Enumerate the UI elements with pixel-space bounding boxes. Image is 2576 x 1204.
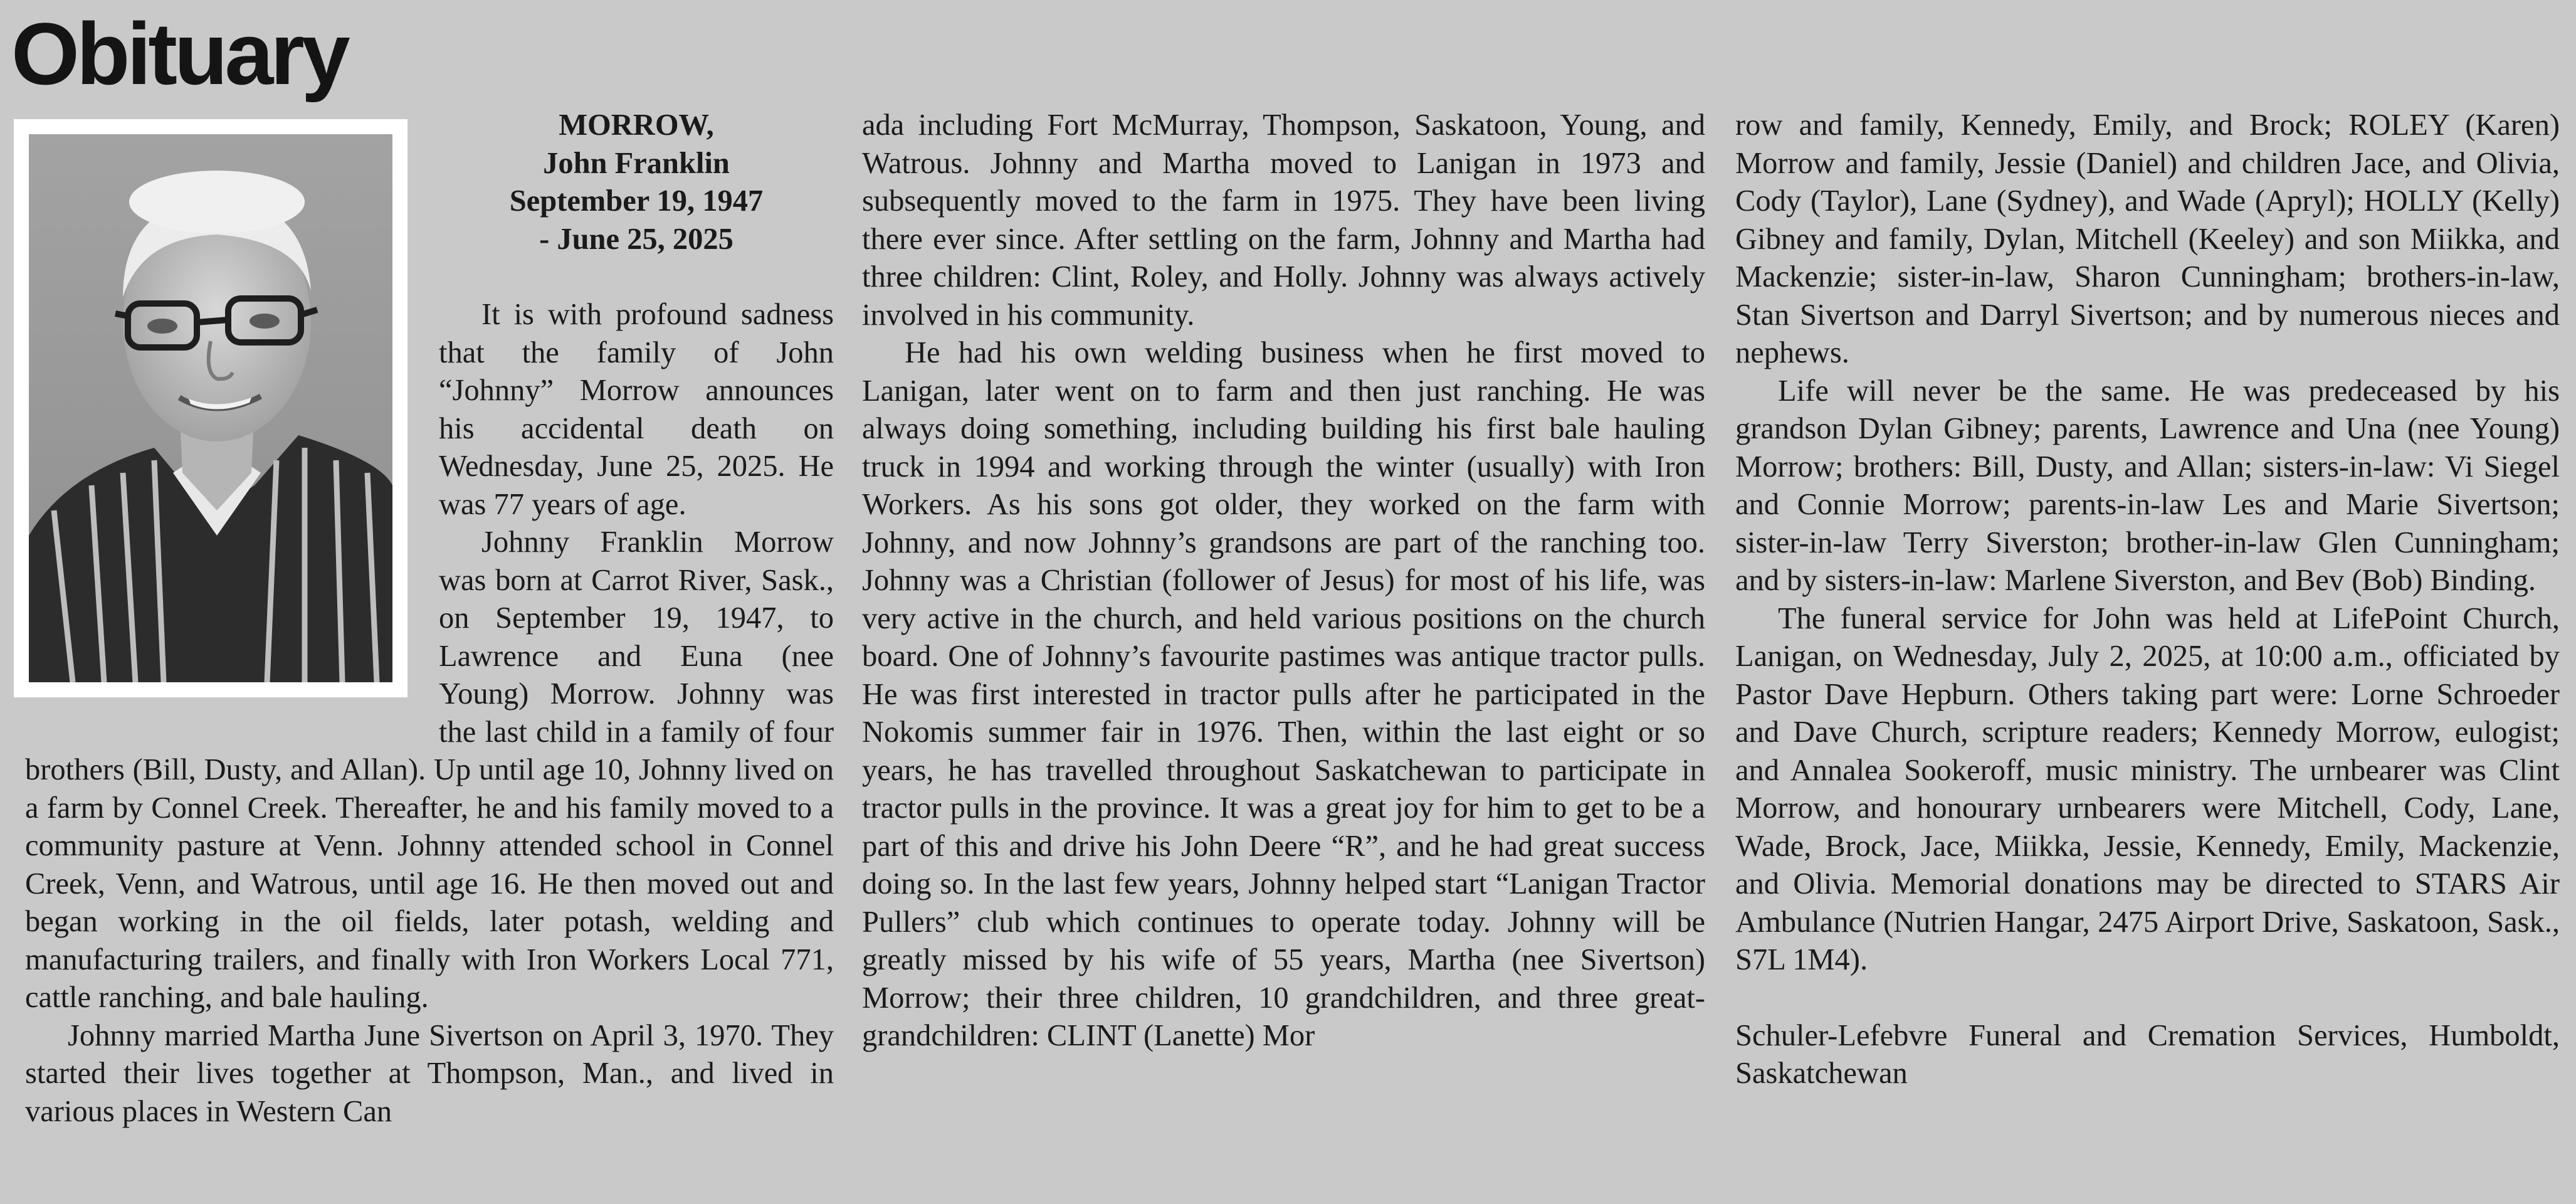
given-names: John Franklin <box>543 146 730 180</box>
spacer <box>1735 980 2560 1017</box>
paragraph: row and family, Kennedy, Emily, and Brock; ROLEY (Karen) Morrow and family, Jessie (Daniel) and children Jace, and Olivia, Cody (Taylor), Lane (Sydney), and Wade (Apryl); HOLLY (Kelly) Gibney and family, Dylan, Mitchell (Keeley) and son Miikka, and Mackenzie; sister-in-law, Sharon Cunningham; brothers-in-law, Stan Sivertson and Darryl Sivertson; and by numerous nieces and nephews. <box>1735 108 2560 369</box>
funeral-home-credit: Schuler-Lefebvre Funeral and Cremation Services, Humboldt, Saskatchewan <box>1735 1018 2560 1090</box>
page-title: Obituary <box>11 4 347 103</box>
death-date: - June 25, 2025 <box>539 222 733 256</box>
paragraph: ada including Fort McMurray, Thompson, Saskatoon, Young, and Watrous. Johnny and Martha moved to Lanigan in 1973 and subsequently moved to the farm in 1975. They have been living there ever since. After settling on the farm, Johnny and Martha had three children: Clint, Roley, and Holly. Johnny was always actively involved in his community. <box>862 108 1705 332</box>
article-column-2 <box>862 107 1705 1055</box>
paragraph: Johnny Franklin Morrow was born at Carrot River, Sask., on September 19, 1947, to Lawrence and Euna (nee Young) Morrow. Johnny was the last child in a family of four brothers (Bill, Dusty, and Allan). Up until age 10, Johnny lived on a farm by Connel Creek. Thereafter, he and his family moved to a community pasture at Venn. Johnny attended school in Connel Creek, Venn, and Watrous, until age 16. He then moved out and began working in the oil fields, later potash, welding and manufacturing trailers, and finally with Iron Workers Local 771, cattle ranching, and bale hauling. <box>25 525 834 1014</box>
photo-spacer <box>25 107 439 714</box>
article-column-1 <box>25 107 834 1131</box>
birth-date: September 19, 1947 <box>509 184 764 218</box>
paragraph: The funeral service for John was held at LifePoint Church, Lanigan, on Wednesday, July 2, 2025, at 10:00 a.m., officiated by Pastor Dave Hepburn. Others taking part were: Lorne Schroeder and Dave Church, scripture readers; Kennedy Morrow, eulogist; and Annalea Sookeroff, music ministry. The urnbearer was Clint Morrow, and honourary urnbearers were Mitchell, Cody, Lane, Wade, Brock, Jace, Miikka, Jessie, Kennedy, Emily, Mackenzie, and Olivia. Memorial donations may be directed to STARS Air Ambulance (Nutrien Hangar, 2475 Airport Drive, Saskatoon, Sask., S7L 1M4). <box>1735 601 2560 976</box>
paragraph: He had his own welding business when he first moved to Lanigan, later went on to farm and then just ranching. He was always doing something, including building his first bale hauling truck in 1994 and working through the winter (usually) with Iron Workers. As his sons got older, they worked on the farm with Johnny, and now Johnny’s grandsons are part of the ranching too. Johnny was a Christian (follower of Jesus) for most of his life, was very active in the church, and held various positions on the church board. One of Johnny’s favourite pastimes was antique tractor pulls. He was first interested in tractor pulls after he participated in the Nokomis summer fair in 1976. Then, within the last eight or so years, he has travelled throughout Saskatchewan to participate in tractor pulls in the province. It was a great joy for him to get to be a part of this and drive his John Deere “R”, and he had great success doing so. In the last few years, Johnny helped start “Lanigan Tractor Pullers” club which continues to operate today. Johnny will be greatly missed by his wife of 55 years, Martha (nee Sivertson) Morrow; their three children, 10 grandchildren, and three great-grandchildren: CLINT (Lanette) Mor <box>862 336 1705 1052</box>
surname: MORROW, <box>559 108 714 142</box>
paragraph: Life will never be the same. He was predeceased by his grandson Dylan Gibney; parents, Lawrence and Una (nee Young) Morrow; brothers: Bill, Dusty, and Allan; sisters-in-law: Vi Siegel and Connie Morrow; parents-in-law Les and Marie Sivertson; sister-in-law Terry Siverston; brother-in-law Glen Cunningham; and by sisters-in-law: Marlene Siverston, and Bev (Bob) Binding. <box>1735 374 2560 597</box>
paragraph: Johnny married Martha June Sivertson on April 3, 1970. They started their lives together at Thompson, Man., and lived in various places in Western Can <box>25 1018 834 1128</box>
paragraph: It is with profound sadness that the family of John “Johnny” Morrow announces his accidental death on Wednesday, June 25, 2025. He was 77 years of age. <box>439 298 834 521</box>
article-column-3 <box>1735 107 2560 1093</box>
